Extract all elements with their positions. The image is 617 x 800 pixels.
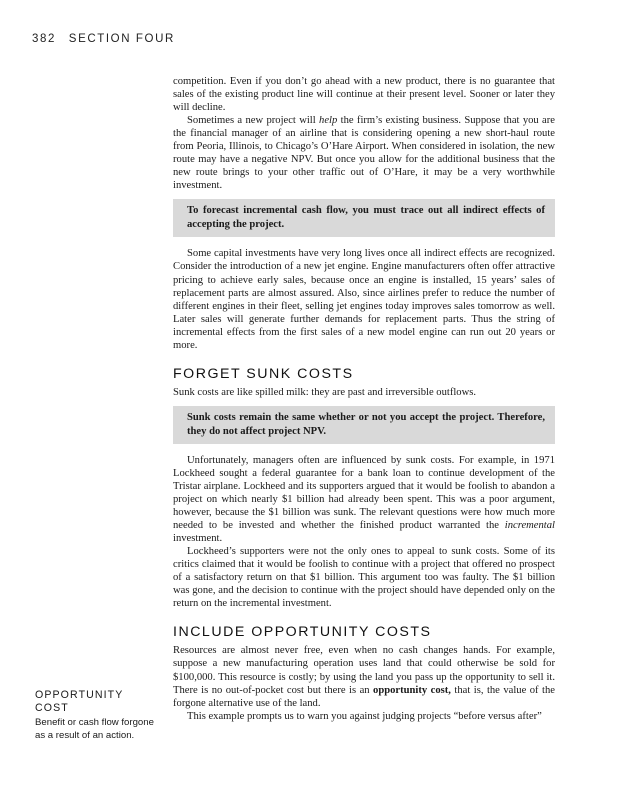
paragraph-4: Sunk costs are like spilled milk: they are past and irreversible outflows. <box>173 386 477 398</box>
paragraph-5 <box>173 454 555 545</box>
paragraph-1: competition. Even if you don’t go ahead with a new product, there is no guarantee that sales of the existing product line will continue at their present level. Sooner or later they will decline. <box>173 76 555 114</box>
paragraph-3: Some capital investments have very long lives once all indirect effects are recognized. Consider the introduction of a new jet engine. Engine manufacturers often offer attractive pricing to achieve early sales, because once an engine is installed, 15 years’ sales of replacement parts are almost assured. Also, since airlines prefer to reduce the number of different engines in their fleet, selling jet engines today improves sales tomorrow as well. Later sales will generate further demands for replacement parts. Thus the string of incremental effects from the first sales of a new model engine can run out 20 years or more. <box>173 248 555 351</box>
key-point-callout-1: To forecast incremental cash flow, you must trace out all indirect effects of accepting the project. <box>173 199 555 237</box>
paragraph-8: This example prompts us to warn you against judging projects “before versus after” <box>187 710 542 722</box>
page-number: 382 <box>32 33 56 45</box>
section-title: SECTION FOUR <box>68 33 175 45</box>
page-header <box>32 33 183 45</box>
key-point-callout-2: Sunk costs remain the same whether or not you accept the project. Therefore, they do not affect project NPV. <box>173 406 555 444</box>
paragraph-2 <box>173 114 555 192</box>
paragraph-7-text-a: Resources are almost never free, even when no cash changes hands. For example, suppose a new manufacturing operation uses land that could otherwise be sold for $100,000. This resource is costly; by using the land you pass up the opportunity to sell it. There is no out-of-pocket cost but there is an <box>173 645 555 696</box>
glossary-term: OPPORTUNITY COST <box>35 689 124 714</box>
paragraph-7 <box>173 644 555 709</box>
paragraph-6: Lockheed’s supporters were not the only ones to appeal to sunk costs. Some of its critics claimed that it would be foolish to continue with a project that offered no prospect of a satisfactory return on that $1 billion. This argument too was faulty. The $1 billion was gone, and the decision to continue with the project should have depended only on the return on the incremental investment. <box>173 546 555 610</box>
paragraph-2-emphasis: help <box>319 115 338 127</box>
paragraph-7-text-b: that is, the value of the forgone alternative use of the land. <box>173 684 555 709</box>
paragraph-5-text-b: investment. <box>173 533 223 545</box>
paragraph-2-text-b: the firm’s existing business. Suppose that you are the financial manager of an airline that is considering opening a new short-haul route from Peoria, Illinois, to Chicago’s O’Hare Airport. When considered in isolation, the new route may have a negative NPV. But once you allow for the additional business that the new route brings to your other traffic out of O’Hare, it may be a very worthwhile investment. <box>173 115 555 192</box>
margin-glossary-note <box>35 689 160 742</box>
heading-include-opportunity-costs: INCLUDE OPPORTUNITY COSTS <box>173 624 432 641</box>
paragraph-2-text-a: Sometimes a new project will <box>187 115 320 127</box>
paragraph-5-text-a: Unfortunately, managers often are influenced by sunk costs. For example, in 1971 Lockheed sought a federal guarantee for a bank loan to continue development of the Tristar airplane. Lockheed and its supporters argued that it would be foolish to abandon a project on which nearly $1 billion had already been spent. This was a poor argument, however, because the $1 billion was sunk. The relevant questions were how much more needed to be invested and whether the finished product warranted the <box>173 454 555 532</box>
paragraph-7-key-term: opportunity cost, <box>373 684 451 696</box>
glossary-definition: Benefit or cash flow forgone as a result of an action. <box>35 717 154 741</box>
main-text-column <box>173 75 555 723</box>
heading-forget-sunk-costs: FORGET SUNK COSTS <box>173 365 354 382</box>
paragraph-5-emphasis: incremental <box>504 520 555 532</box>
